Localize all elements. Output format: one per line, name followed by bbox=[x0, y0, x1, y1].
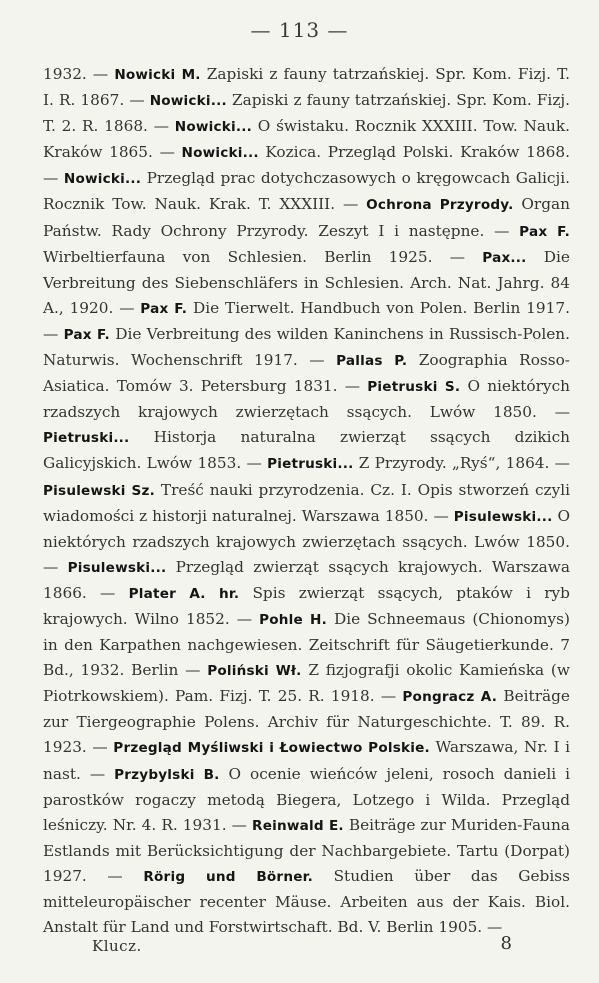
entry-text: Z fizjografji okolic Kamieńska (w Piotrkowskiem). Pam. Fizj. T. 25. R. 1918. bbox=[43, 661, 570, 706]
entry-author: Pax F. bbox=[519, 223, 570, 240]
bibliography-entry bbox=[267, 454, 549, 472]
entry-text: Wirbeltierfauna von Schlesien. Berlin 1925. bbox=[43, 247, 433, 266]
entry-text: O niektórych rzadszych krajowych zwierzętach ssących. Lwów 1850. bbox=[43, 377, 570, 422]
entry-author: Pallas P. bbox=[336, 353, 408, 370]
entry-author: Plater A. hr. bbox=[128, 585, 240, 602]
entry-author: Pisulewski... bbox=[67, 559, 167, 576]
bibliography-entry bbox=[43, 65, 87, 83]
entry-text: Historja naturalna zwierząt ssących dzikich Galicyjskich. Lwów 1853. bbox=[43, 428, 570, 473]
entry-author: Pax F. bbox=[63, 326, 110, 343]
signature-number: 8 bbox=[500, 933, 512, 954]
entry-text: Warszawa, Nr. I i nast. bbox=[43, 738, 570, 783]
entry-text: Spis zwierząt ssących, ptaków i ryb krajowych. Wilno 1852. bbox=[43, 583, 570, 628]
entry-text: Beiträge zur Tiergeographie Polens. Archiv für Naturgeschichte. T. 89. R. 1923. bbox=[43, 687, 570, 757]
entry-author: Rörig und Börner. bbox=[143, 868, 313, 885]
entry-text: O niektórych rzadszych krajowych zwierzętach ssących. Lwów 1850. bbox=[43, 506, 570, 551]
entry-text: Zapiski z fauny tatrzańskiej. Spr. Kom. Fizj. T. I. R. 1867. bbox=[43, 65, 570, 110]
entry-text: Treść nauki przyrodzenia. Cz. I. Opis stworzeń czyli wiadomości z historji naturalnej. Warszawa 1850. bbox=[43, 480, 570, 525]
entry-author: Nowicki... bbox=[149, 93, 227, 110]
entry-author: Nowicki M. bbox=[114, 67, 201, 83]
entry-text: O ocenie wieńców jeleni, rosoch danieli i parostków rogaczy metodą Biegera, Lotzego i Wilda. Przegląd leśniczy. Nr. 4. R. 1931. bbox=[43, 764, 570, 834]
entry-text: Die Tierwelt. Handbuch von Polen. Berlin 1917. bbox=[192, 298, 570, 317]
entry-author: Pietruski... bbox=[267, 456, 354, 473]
bibliography-entry bbox=[140, 299, 570, 317]
entry-author: Nowicki... bbox=[63, 171, 142, 188]
entry-text: Studien über das Gebiss mitteleuropäischer recenter Mäuse. Arbeiten aus der Kais. Biol. Anstalt für Land und Forstwirtschaft. Bd. V. Berlin 1905. bbox=[43, 866, 570, 937]
entry-author: Nowicki... bbox=[181, 145, 259, 162]
entry-text: O świstaku. Rocznik XXXIII. Tow. Nauk. Kraków 1865. bbox=[43, 117, 570, 162]
entry-text: Przegląd prac dotychczasowych o kręgowcach Galicji. Rocznik Tow. Nauk. Krak. T. XXXIII. bbox=[43, 169, 570, 214]
entry-author: Pisulewski... bbox=[453, 508, 553, 525]
entry-text: Beiträge zur Muriden-Fauna Estlands mit Berücksichtigung der Nachbargebiete. Tartu (Dorpat) 1927. bbox=[43, 815, 570, 885]
entry-author: Przegląd Myśliwski i Łowiectwo Polskie. bbox=[113, 740, 430, 757]
entry-text: Zapiski z fauny tatrzańskiej. Spr. Kom. Fizj. T. 2. R. 1868. bbox=[43, 91, 570, 136]
entry-author: Pisulewski Sz. bbox=[43, 482, 156, 499]
entry-text: 1932. bbox=[43, 65, 87, 83]
entry-author: Pax F. bbox=[140, 300, 188, 317]
bibliography-text: 1932. — Nowicki M. Zapiski z fauny tatrzańskiej. Spr. Kom. Fizj. T. I. R. 1867. — Nowicki... Zapiski z fauny tatrzańskiej. Spr. Kom. Fizj. T. 2. R. 1868. — Nowicki... O świstaku. Rocznik XXXIII. Tow. Nauk. Kraków 1865. — Nowicki... Kozica. Przegląd Polski. Kraków 1868. — Nowicki... Przegląd prac dotychczasowych o kręgowcach Galicji. Rocznik Tow. Nauk. Krak. T. XXXIII. — Ochrona Przyrody. Organ Państw. Rady Ochrony Przyrody. Zeszyt I i następne. — Pax F. Wirbeltierfauna von Schlesien. Berlin 1925. — Pax... Die Verbreitung des Siebenschläfers in Schlesien. Arch. Nat. Jahrg. 84 A., 1920. — Pax F. Die Tierwelt. Handbuch von Polen. Berlin 1917. — Pax F. Die Verbreitung des wilden Kaninchens in Russisch-Polen. Naturwis. Wochenschrift 1917. — Pallas P. Zoographia Rosso-Asiatica. Tomów 3. Petersburg 1831. — Pietruski S. O niektórych rzadszych krajowych zwierzętach ssących. Lwów 1850. — Pietruski... Historja naturalna zwierząt ssących dzikich Galicyjskich. Lwów 1853. — Pietruski... Z Przyrody. „Ryś“, 1864. — Pisulewski Sz. Treść nauki przyrodzenia. Cz. I. Opis stworzeń czyli wiadomości z historji naturalnej. Warszawa 1850. — Pisulewski... O niektórych rzadszych krajowych zwierzętach ssących. Lwów 1850. — Pisulewski... Przegląd zwierząt ssących krajowych. Warszawa 1866. — Plater A. hr. Spis zwierząt ssących, ptaków i ryb krajowych. Wilno 1852. — Pohle H. Die Schneemaus (Chionomys) in den Karpathen nachgewiesen. Zeitschrift für Säugetierkunde. 7 Bd., 1932. Berlin — Poliński Wł. Z fizjografji okolic Kamieńska (w Piotrkowskiem). Pam. Fizj. T. 25. R. 1918. — Pongracz A. Beiträge zur Tiergeographie Polens. Archiv für Naturgeschichte. T. 89. R. 1923. — Przegląd Myśliwski i Łowiectwo Polskie. Warszawa, Nr. I i nast. — Przybylski B. O ocenie wieńców jeleni, rosoch danieli i parostków rogaczy metodą Biegera, Lotzego i Wilda. Przegląd leśniczy. Nr. 4. R. 1931. — Reinwald E. Beiträge zur Muriden-Fauna Estlands mit Berücksichtigung der Nachbargebiete. Tartu (Dorpat) 1927. — Rörig und Börner. Studien über das Gebiss mitteleuropäischer recenter Mäuse. Arbeiten aus der Kais. Biol. Anstalt für Land und Forstwirtschaft. Bd. V. Berlin 1905. — bbox=[43, 65, 570, 937]
entry-author: Pohle H. bbox=[259, 611, 327, 628]
entry-text: Kozica. Przegląd Polski. Kraków 1868. bbox=[265, 143, 570, 162]
entry-text: Z Przyrody. „Ryś“, 1864. bbox=[358, 454, 550, 473]
signature-label: Klucz. bbox=[92, 937, 142, 955]
entry-text: Organ Państw. Rady Ochrony Przyrody. Zeszyt I i następne. bbox=[43, 195, 570, 240]
entry-author: Nowicki... bbox=[174, 119, 252, 136]
entry-author: Ochrona Przyrody. bbox=[366, 197, 514, 214]
entry-text: Die Verbreitung des Siebenschläfers in Schlesien. Arch. Nat. Jahrg. 84 A., 1920. bbox=[43, 247, 570, 317]
entry-text: Zoographia Rosso-Asiatica. Tomów 3. Petersburg 1831. bbox=[43, 351, 570, 396]
entry-author: Przybylski B. bbox=[114, 766, 220, 783]
bibliography-entry bbox=[182, 143, 570, 161]
page-number: — 113 — bbox=[250, 18, 349, 42]
entry-author: Pietruski S. bbox=[367, 379, 461, 396]
entry-author: Pietruski... bbox=[43, 430, 130, 447]
entry-author: Poliński Wł. bbox=[207, 663, 302, 680]
entry-author: Pax... bbox=[482, 249, 527, 266]
entry-text: Die Verbreitung des wilden Kaninchens in Russisch-Polen. Naturwis. Wochenschrift 1917. bbox=[43, 324, 570, 370]
entry-author: Pongracz A. bbox=[402, 689, 498, 706]
entry-text: Die Schneemaus (Chionomys) in den Karpathen nachgewiesen. Zeitschrift für Säugetierkunde. 7 Bd., 1932. Berlin bbox=[43, 609, 570, 680]
entry-author: Reinwald E. bbox=[252, 817, 344, 834]
entry-text: Przegląd zwierząt ssących krajowych. Warszawa 1866. bbox=[43, 557, 570, 602]
